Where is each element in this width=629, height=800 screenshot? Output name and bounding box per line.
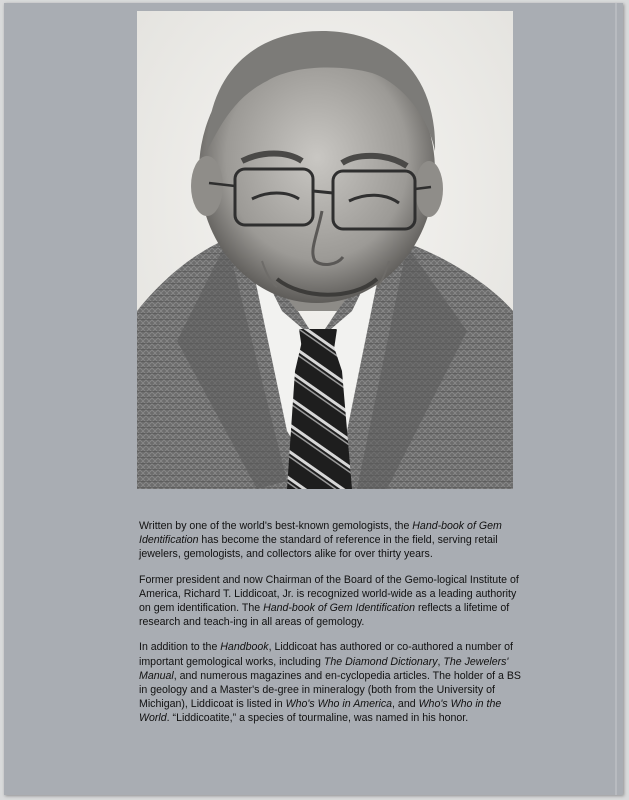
book-back-cover bbox=[4, 3, 623, 795]
author-portrait-photo bbox=[137, 11, 513, 489]
bio-paragraph: Written by one of the world's best-known gemologists, the Hand-book of Gem Identification has become the standard of reference in the field, serving retail jewelers, gemologists, and collectors alike for over thirty years. bbox=[139, 520, 502, 561]
bio-paragraph: Former president and now Chairman of the Board of the Gemo-logical Institute of America, Richard T. Liddicoat, Jr. is recognized world-wide as a leading authority on gem identification. The Hand-book of Gem Identification reflects a lifetime of research and teach-ing in all areas of gemology. bbox=[139, 573, 519, 629]
bio-paragraph: In addition to the Handbook, Liddicoat has authored or co-authored a number of important gemological works, including The Diamond Dictionary, The Jewelers' Manual, and numerous magazines and en-cyclopedia articles. The holder of a BS in geology and a Master's de-gree in mineralogy (both from the University of Michigan), Liddicoat is listed in Who's Who in America, and Who's Who in the World. “Liddicoatite,” a species of tourmaline, was named in his honor. bbox=[139, 641, 521, 725]
author-bio bbox=[139, 519, 521, 726]
author-portrait-icon bbox=[137, 11, 513, 489]
